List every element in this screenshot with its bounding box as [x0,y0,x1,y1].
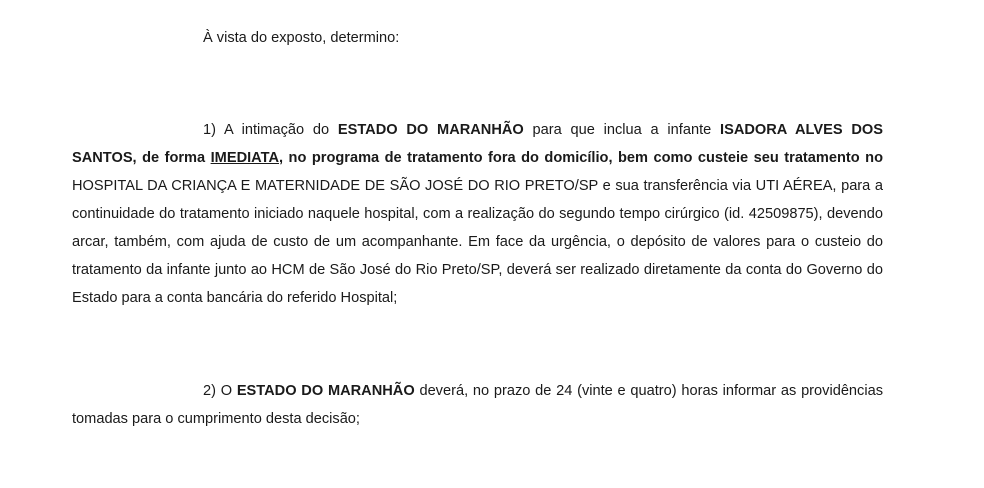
item2-bold-state: ESTADO DO MARANHÃO [236,383,415,399]
item2-text-1: 2) O [203,383,237,399]
item1-bold-state: ESTADO DO MARANHÃO [337,122,524,138]
intro-line: À vista do exposto, determino: [203,30,400,46]
paragraph-item-2 [72,377,883,433]
paragraph-item-1 [72,116,883,312]
item1-text-3: HOSPITAL DA CRIANÇA E MATERNIDADE DE SÃO JOSÉ DO RIO PRETO/SP e sua transferência via UTI AÉREA, para a continuidade do tratamento iniciado naquele hospital, com a realização do segundo tempo cirúrgico (id. 42509875), devendo arcar, também, com ajuda de custo de um acompanhante. Em face da urgência, o depósito de valores para o custeio do tratamento da infante junto ao HCM de São José do Rio Preto/SP, deverá ser realizado diretamente da conta do Governo do Estado para a conta bancária do referido Hospital; [72,178,883,306]
item1-text-2: para que inclua a infante [523,122,721,138]
item1-bold-program: , no programa de tratamento fora do domicílio, bem como custeie seu tratamento no [279,150,884,166]
item1-text-1: 1) A intimação do [203,122,338,138]
item2-text-2: deverá, no prazo de 24 (vinte e quatro) horas informar as providências tomadas para o cumprimento desta decisão; [72,383,883,427]
item1-bold-name: ISADORA ALVES DOS SANTOS, de forma [72,122,883,166]
item1-bold-underline-imediata: IMEDIATA [210,150,279,166]
